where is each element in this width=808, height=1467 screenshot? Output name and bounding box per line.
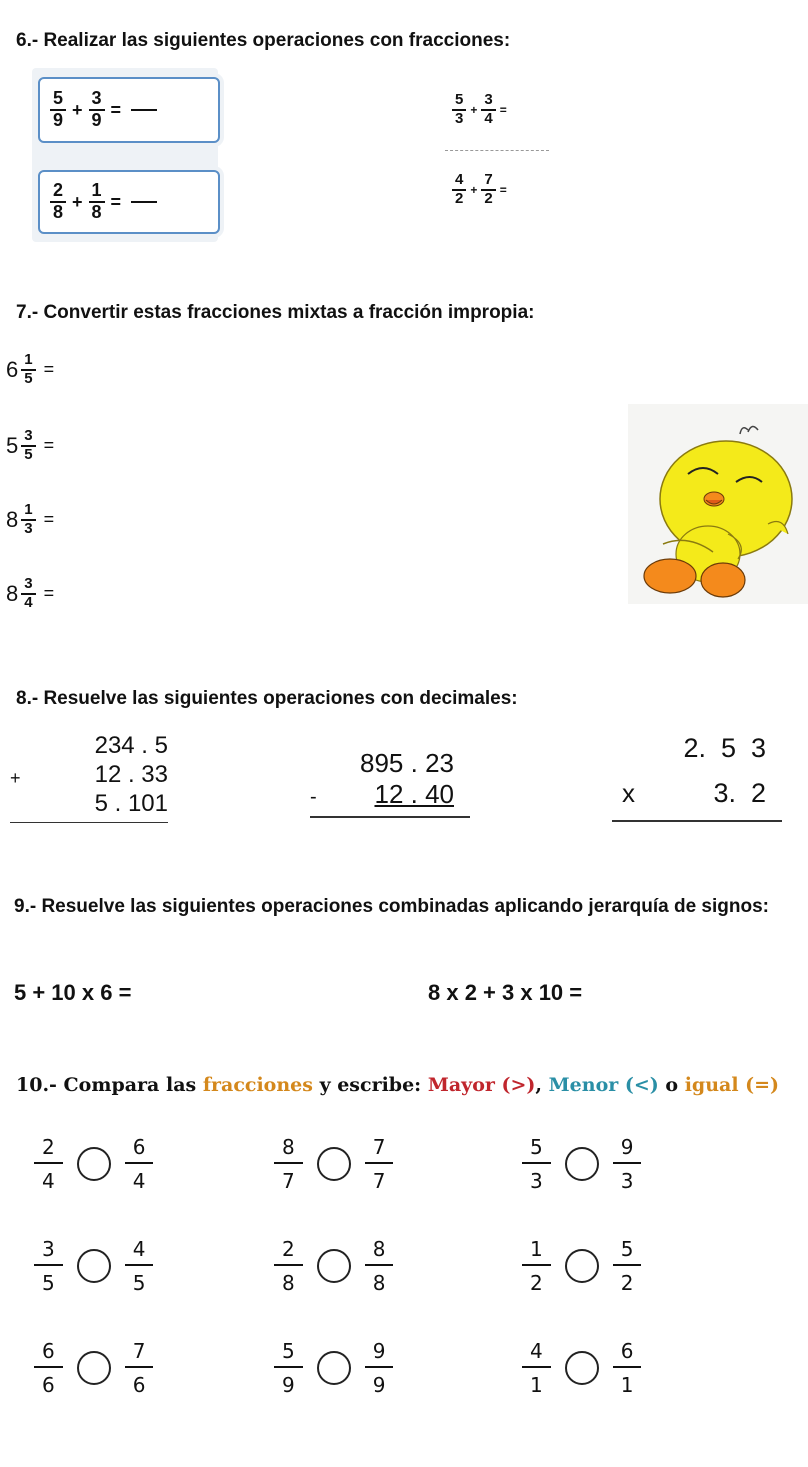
fraction-right: $\frac{9}{3}$ (613, 1136, 642, 1192)
fraction-left: $\frac{1}{2}$ (522, 1238, 551, 1294)
answer-circle[interactable] (565, 1351, 599, 1385)
decimal-subtraction: - 895 . 23 12 . 40 (310, 748, 470, 818)
product-line (612, 820, 782, 822)
fraction-b: $\frac{1}{8}$ (89, 181, 105, 223)
section10-heading: 10.- Compara las fracciones y escribe: Mayor (>), Menor (<) o igual (=) (16, 1074, 780, 1096)
mixed-fraction-2: 5 $\frac{3}{5}$ = (6, 427, 55, 463)
fraction-right: $\frac{5}{2}$ (613, 1238, 642, 1294)
section7-heading: 7.- Convertir estas fracciones mixtas a fracción impropia: (16, 302, 535, 323)
comparison-item (522, 1238, 641, 1294)
section8-heading: 8.- Resuelve las siguientes operaciones con decimales: (16, 688, 518, 709)
comparison-item (522, 1136, 641, 1192)
comparison-item (274, 1238, 393, 1294)
decimal-addition: + 234 . 5 12 . 33 5 . 101 (10, 732, 168, 823)
comparison-item (274, 1340, 393, 1396)
fraction-left: $\frac{2}{4}$ (34, 1136, 63, 1192)
comparison-item (34, 1136, 153, 1192)
fraction-right: $\frac{6}{4}$ (125, 1136, 154, 1192)
fraction-right: $\frac{7}{7}$ (365, 1136, 394, 1192)
answer-circle[interactable] (317, 1147, 351, 1181)
fraction-left: $\frac{8}{7}$ (274, 1136, 303, 1192)
answer-circle[interactable] (317, 1351, 351, 1385)
fraction-sum-box-2: $\frac{2}{8}$ + $\frac{1}{8}$ = (38, 170, 220, 234)
answer-circle[interactable] (565, 1249, 599, 1283)
section9-heading: 9.- Resuelve las siguientes operaciones combinadas aplicando jerarquía de signos: (14, 896, 769, 917)
fraction-right: $\frac{9}{9}$ (365, 1340, 394, 1396)
fraction-left: $\frac{6}{6}$ (34, 1340, 63, 1396)
comparison-item (274, 1136, 393, 1192)
comparison-item (522, 1340, 641, 1396)
fraction-right: $\frac{4}{5}$ (125, 1238, 154, 1294)
answer-circle[interactable] (565, 1147, 599, 1181)
combined-expression-1: 5 + 10 x 6 = (14, 980, 132, 1005)
fraction-right: $\frac{6}{1}$ (613, 1340, 642, 1396)
answer-circle[interactable] (77, 1147, 111, 1181)
mixed-fraction-1: 6 $\frac{1}{5}$ = (6, 351, 55, 387)
section6-heading: 6.- Realizar las siguientes operaciones con fracciones: (16, 30, 511, 51)
fraction-left: $\frac{5}{3}$ (522, 1136, 551, 1192)
fraction-a: $\frac{2}{8}$ (50, 181, 66, 223)
fraction-sum-box-1: $\frac{5}{9}$ + $\frac{3}{9}$ = (38, 77, 220, 143)
comparison-item (34, 1238, 153, 1294)
fraction-left: $\frac{4}{1}$ (522, 1340, 551, 1396)
decimal-multiplication: 2. 5 3 x 3. 2 (612, 732, 782, 822)
fraction-b: $\frac{3}{9}$ (89, 89, 105, 131)
combined-expression-2: 8 x 2 + 3 x 10 = (428, 980, 583, 1005)
comparison-item (34, 1340, 153, 1396)
fraction-left: $\frac{2}{8}$ (274, 1238, 303, 1294)
answer-circle[interactable] (77, 1249, 111, 1283)
fraction-left: $\frac{3}{5}$ (34, 1238, 63, 1294)
dashed-divider (445, 150, 549, 151)
mixed-fraction-3: 8 $\frac{1}{3}$ = (6, 501, 55, 537)
fraction-sum-plain-1: $\frac{5}{3}$ + $\frac{3}{4}$ = (452, 92, 511, 127)
answer-circle[interactable] (77, 1351, 111, 1385)
sum-line (10, 822, 168, 823)
fraction-left: $\frac{5}{9}$ (274, 1340, 303, 1396)
answer-circle[interactable] (317, 1249, 351, 1283)
fraction-right: $\frac{8}{8}$ (365, 1238, 394, 1294)
answer-blank[interactable] (131, 109, 157, 111)
mixed-fraction-4: 8 $\frac{3}{4}$ = (6, 575, 55, 611)
fraction-right: $\frac{7}{6}$ (125, 1340, 154, 1396)
answer-blank[interactable] (131, 201, 157, 203)
fraction-sum-plain-2: $\frac{4}{2}$ + $\frac{7}{2}$ = (452, 172, 511, 207)
fraction-a: $\frac{5}{9}$ (50, 89, 66, 131)
yellow-bird-cartoon-icon (628, 404, 808, 604)
difference-line (310, 816, 470, 818)
